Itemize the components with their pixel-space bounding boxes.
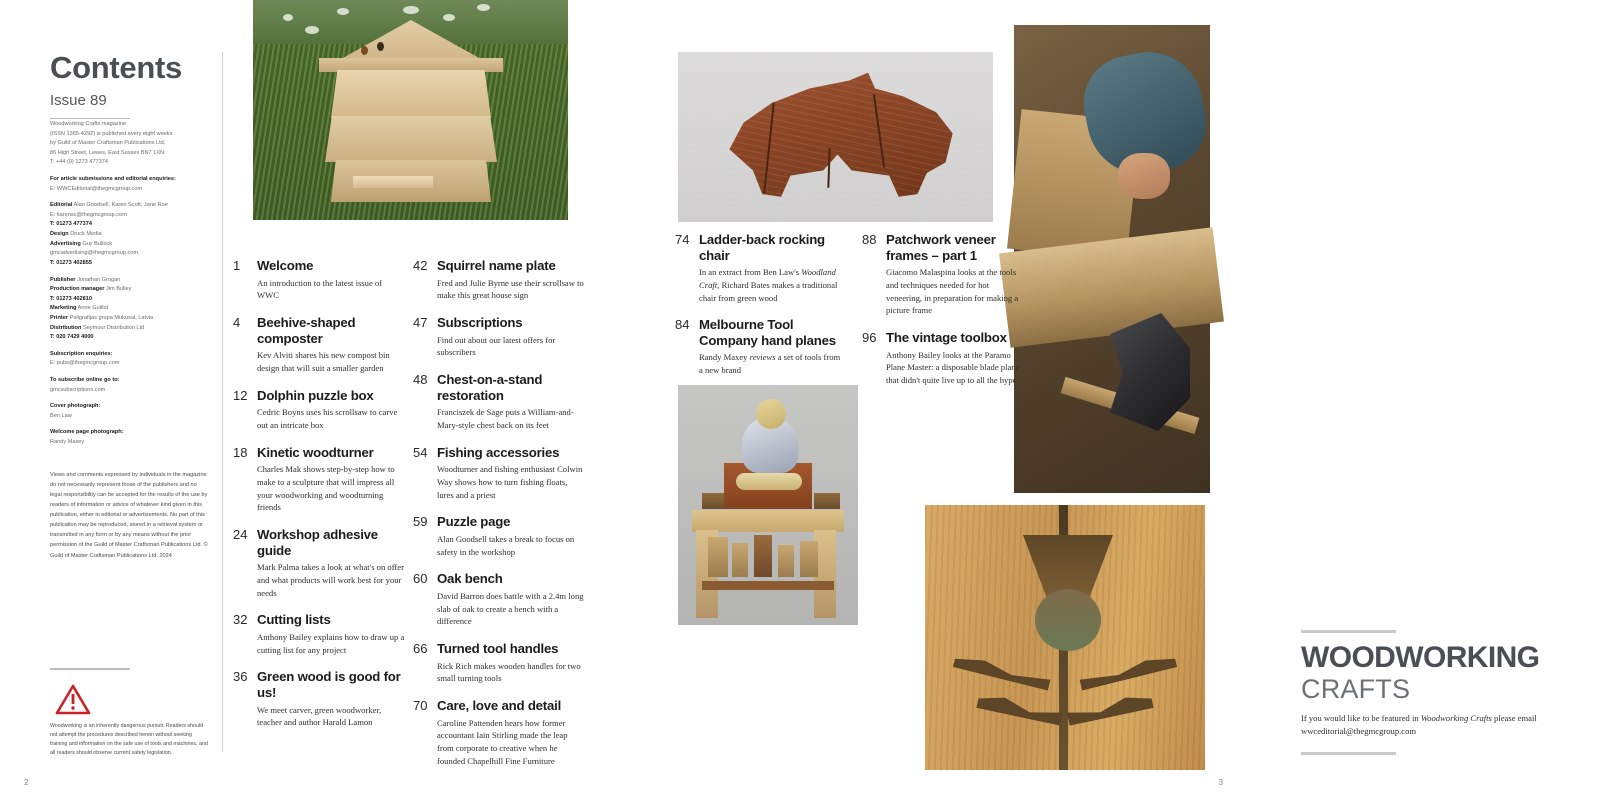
toc-entry-title: Chest-on-a-stand restoration	[437, 372, 543, 403]
warning-triangle-icon	[56, 684, 90, 714]
toc-entry-title: Oak bench	[437, 571, 503, 587]
note-italic: Woodworking Crafts	[1420, 713, 1492, 724]
feature-invitation-note	[1301, 712, 1601, 738]
hive-box-2	[325, 116, 497, 162]
hive-landing-board	[353, 176, 433, 188]
toc-entry-body	[257, 315, 405, 375]
toc-entry-page-number: 66	[413, 641, 428, 657]
toc-entry[interactable]	[233, 669, 405, 729]
page-title: Contents	[50, 50, 182, 85]
toc-entry-page-number: 36	[233, 669, 248, 685]
toc-entry-title: The vintage toolbox	[886, 330, 1007, 346]
toc-entry-page-number: 60	[413, 571, 428, 587]
toc-column-4	[862, 232, 1020, 400]
timber-block	[800, 541, 818, 577]
printer-label: Printer	[50, 314, 69, 321]
branding-block	[1301, 630, 1601, 755]
toc-entry-title: Beehive-shaped composter	[257, 315, 356, 346]
toc-entry[interactable]	[233, 388, 405, 432]
toc-entry-body	[257, 258, 405, 302]
toc-column-3	[675, 232, 843, 390]
timber-block	[732, 543, 748, 577]
legal-disclaimer: Views and comments expressed by individuals in the magazine do not necessarily represent those of the publishers and no legal responsibility can be accepted for the results of the use by readers of information or advice of whatever kind given in this publication, either in editorial or advertisements. No part of this publication may be reproduced, stored in a retrieval system or transmitted in any form or by any means without the prior permission of the Guild of Master Craftsman Publications Ltd. © Guild of Master Craftsman Publications Ltd. 2024	[50, 472, 208, 559]
desc-italic: reviews	[749, 352, 776, 363]
toc-entry[interactable]	[675, 317, 843, 377]
wood-grain-overlay	[678, 52, 993, 222]
hive-box-1	[331, 70, 491, 118]
imprint-line: by Guild of Master Craftsman Publications Ltd,	[50, 140, 166, 147]
toc-entry[interactable]	[413, 698, 585, 767]
design-value: Druck Media	[70, 231, 102, 238]
toc-entry[interactable]	[413, 372, 585, 432]
advertising-label: Advertising	[50, 240, 81, 247]
kinetic-woodturner-photo	[678, 385, 858, 625]
submissions-heading: For article submissions and editorial enquiries:	[50, 176, 176, 183]
toc-entry-body	[437, 372, 585, 432]
warning-divider	[50, 668, 130, 670]
toc-entry-description	[699, 351, 843, 376]
toc-entry-page-number: 54	[413, 444, 428, 460]
desc-pre: In an extract from Ben Law's	[699, 267, 802, 278]
toc-entry-body	[257, 445, 405, 514]
toc-entry[interactable]	[413, 445, 585, 502]
subscribe-url[interactable]: gmcsubscriptions.com	[50, 386, 106, 393]
distribution-tel: T: 020 7429 4000	[50, 334, 94, 341]
hive-hole	[377, 42, 384, 51]
editorial-label: Editorial	[50, 202, 73, 209]
toc-entry-description: Fred and Julie Byrne use their scrollsaw to make this great house sign	[437, 277, 584, 301]
toc-entry-page-number: 42	[413, 258, 428, 273]
advertising-value: Guy Bullock	[82, 240, 113, 247]
leaf-barb-left	[953, 653, 1051, 690]
production-tel: T: 01273 402810	[50, 295, 92, 302]
toc-entry-body	[437, 514, 585, 558]
toc-entry-title: Green wood is good for us!	[257, 669, 401, 700]
toc-entry-page-number: 12	[233, 387, 248, 403]
toc-column-2	[413, 258, 585, 781]
editorial-email: E: karensc@thegmcgroup.com	[50, 211, 127, 218]
toc-entry-page-number: 88	[862, 232, 877, 247]
toc-entry-title: Subscriptions	[437, 315, 523, 331]
branding-rule-top	[1301, 630, 1396, 633]
toc-entry-description: An introduction to the latest issue of WWC	[257, 277, 383, 301]
brand-name-line2: CRAFTS	[1301, 674, 1411, 704]
advertising-tel: T: 01273 402855	[50, 259, 92, 266]
production-value: Jim Bulley	[105, 286, 132, 293]
toc-entry-description: Franciszek de Sage puts a William-and-Mary-style chest back on its feet	[437, 407, 574, 430]
toc-entry-page-number: 48	[413, 372, 428, 388]
submissions-email: E: WWCEditorial@thegmcgroup.com	[50, 185, 143, 192]
toc-entry-page-number: 4	[233, 315, 241, 331]
toc-entry[interactable]	[233, 315, 405, 375]
timber-block-top	[702, 493, 724, 509]
toc-entry-body	[699, 317, 843, 377]
printer-value: Poligrafijas grupa Mukusal, Latvia	[69, 314, 154, 321]
photo-flower	[443, 14, 455, 21]
toc-entry-page-number: 47	[413, 315, 428, 331]
toc-entry-description: Cedric Boyns uses his scrollsaw to carve out an intricate box	[257, 407, 398, 430]
toc-entry-description: Caroline Pattenden hears how former accountant Iain Stirling made the leap from corporate to creative when he founded Chapelhill Fine Furniture	[437, 717, 568, 766]
production-label: Production manager	[50, 286, 105, 293]
toc-entry[interactable]	[413, 315, 585, 359]
timber-block	[778, 545, 794, 577]
toc-entry-body	[437, 641, 585, 685]
toc-entry-description: Kev Alviti shares his new compost bin design that will suit a smaller garden	[257, 350, 390, 373]
toc-entry-title: Patchwork veneer frames – part 1	[886, 232, 996, 263]
toc-entry-title: Kinetic woodturner	[257, 444, 374, 460]
distribution-label: Distribution	[50, 324, 82, 331]
toc-entry-body	[257, 669, 405, 729]
welcome-photo-value: Randy Maxey	[50, 439, 85, 446]
toc-entry[interactable]	[413, 514, 585, 558]
toc-entry-page-number: 32	[233, 612, 248, 628]
toc-entry-description: Find out about our latest offers for subscribers	[437, 334, 556, 358]
toc-entry[interactable]	[862, 330, 1020, 387]
toc-entry[interactable]	[675, 232, 843, 304]
carved-circle	[1035, 589, 1101, 651]
editorial-tel: T: 01273 477374	[50, 221, 92, 228]
toc-entry-title: Welcome	[257, 258, 314, 273]
toc-entry-title: Ladder-back rocking chair	[699, 232, 825, 263]
toc-entry-description	[699, 266, 843, 304]
design-label: Design	[50, 231, 69, 238]
toc-entry-page-number: 59	[413, 514, 428, 530]
dolphin-puzzle-box-photo	[678, 52, 993, 222]
toc-entry-title: Melbourne Tool Company hand planes	[699, 317, 836, 348]
toc-entry-title: Dolphin puzzle box	[257, 387, 374, 403]
toc-entry-description: Mark Palma takes a look at what's on offer and what products will work best for your needs	[257, 562, 404, 598]
oak-leaf-carving-photo	[925, 505, 1205, 770]
toc-entry-description: Charles Mak shows step-by-step how to make to a sculpture that will impress all your woodworking and woodturning friends	[257, 464, 395, 513]
timber-block	[754, 535, 772, 577]
toc-entry-description: Woodturner and fishing enthusiast Colwin Way shows how to turn fishing floats, lures and a priest	[437, 464, 583, 500]
carved-figure-head	[756, 399, 786, 429]
toc-entry-page-number: 74	[675, 232, 690, 247]
toc-entry-description: Rick Rich makes wooden handles for two small turning tools	[437, 660, 581, 684]
subscription-email: E: pubs@thegmcgroup.com	[50, 360, 120, 367]
photo-flower	[403, 6, 419, 14]
toc-entry-description: David Barron does battle with a 2.4m long slab of oak to create a bench with a difference	[437, 590, 584, 627]
toc-entry[interactable]	[413, 571, 585, 628]
publisher-value: Jonathan Grogan	[77, 276, 121, 283]
toc-entry[interactable]	[233, 445, 405, 514]
welcome-photo-heading: Welcome page photograph:	[50, 429, 124, 436]
toc-entry-title: Squirrel name plate	[437, 258, 556, 273]
editorial-names: Alan Goodsell, Karen Scott, Jane Roe	[73, 202, 168, 209]
toc-entry-title: Cutting lists	[257, 612, 331, 628]
imprint-line: 86 High Street, Lewes, East Sussex BN7 1XN	[50, 149, 165, 156]
toc-entry-page-number: 70	[413, 698, 428, 714]
workbench-top	[692, 510, 844, 532]
subscribe-heading: To subscribe online go to:	[50, 377, 120, 384]
leaf-barb-right	[1079, 653, 1177, 690]
subscription-heading: Subscription enquiries:	[50, 350, 113, 357]
toc-entry-body	[437, 315, 585, 359]
toc-entry-body	[437, 445, 585, 502]
toc-entry[interactable]	[233, 612, 405, 656]
toc-entry-page-number: 1	[233, 258, 241, 273]
toc-entry-page-number: 84	[675, 317, 690, 333]
toc-entry-page-number: 18	[233, 444, 248, 460]
hive-knot	[361, 46, 368, 55]
toc-entry[interactable]	[413, 258, 585, 302]
distribution-value: Seymour Distribution Ltd	[82, 324, 145, 331]
toc-entry-body	[257, 388, 405, 432]
warning-text: Woodworking is an inherently dangerous pursuit. Readers should not attempt the procedures described herein without seeking training and information on the safe use of tools and machines, and all readers should observe current safety legislation.	[50, 723, 208, 757]
photo-flower	[337, 8, 349, 15]
note-pre: If you would like to be featured in	[1301, 713, 1421, 724]
toc-entry-description: We meet carver, green woodworker, teacher and author Harald Lamon	[257, 704, 382, 728]
toc-entry-description: Giacomo Malaspina looks at the tools and techniques needed for hot veneering, in preparation for making a picture frame	[886, 267, 1019, 316]
advertising-email: gmcadvertising@thegmcgroup.com	[50, 250, 139, 257]
note-post: please email wwceditorial@thegmcgroup.com	[1301, 713, 1537, 737]
beehive-composter-photo	[253, 0, 568, 220]
page-number-left: 2	[24, 778, 29, 787]
toc-entry-body	[437, 698, 585, 767]
photo-flower	[283, 14, 293, 21]
toc-entry[interactable]	[233, 527, 405, 599]
leaf-barb-right-2	[1066, 692, 1153, 726]
desc-post: , Richard Bates makes a traditional chair from green wood	[699, 279, 838, 303]
toc-entry-title: Workshop adhesive guide	[257, 527, 378, 558]
toc-column-1	[233, 258, 405, 742]
carved-v-notch	[1023, 535, 1113, 597]
cover-photo-value: Ben Law	[50, 412, 72, 419]
toc-entry-body	[257, 612, 405, 656]
toc-entry-page-number: 24	[233, 527, 248, 543]
toc-entry[interactable]	[862, 232, 1020, 317]
page-number-right: 3	[1218, 778, 1223, 787]
leaf-barb-left-2	[976, 692, 1063, 726]
hive-roof-edge	[319, 58, 503, 72]
publisher-label: Publisher	[50, 276, 76, 283]
issue-label: Issue 89	[50, 92, 107, 109]
lathe-spindle	[736, 473, 802, 490]
masthead-divider	[50, 118, 130, 119]
imprint-line: (ISSN 1365-4292) is published every eight weeks	[50, 130, 173, 137]
desc-post: a set of tools from a new brand	[699, 352, 841, 376]
brand-name-line1: WOODWORKING	[1301, 641, 1540, 674]
column-divider	[222, 52, 223, 752]
desc-italic: Woodland Craft	[699, 267, 836, 290]
toc-entry-body	[437, 571, 585, 628]
marketing-label: Marketing	[50, 305, 77, 312]
marketing-value: Anne Guillot	[77, 305, 109, 312]
toc-entry-title: Care, love and detail	[437, 698, 562, 714]
toc-entry-body	[437, 258, 585, 302]
desc-pre: Randy Maxey	[699, 352, 750, 363]
toc-entry-page-number: 96	[862, 330, 877, 346]
axe-splitting-wood-photo	[1014, 25, 1210, 493]
toc-entry-description: Alan Goodsell takes a break to focus on safety in the workshop	[437, 533, 575, 557]
timber-block	[708, 537, 728, 577]
toc-entry-body	[699, 232, 843, 304]
toc-entry-description: Anthony Bailey explains how to draw up a cutting list for any project	[257, 631, 405, 655]
left-page	[0, 0, 623, 808]
workbench-shelf	[702, 581, 834, 590]
toc-entry-description: Anthony Bailey looks at the Paramo Plane Master: a disposable blade plane that didn't quite live up to all the hype	[886, 349, 1020, 386]
imprint-line: T: +44 (0) 1273 477374	[50, 159, 109, 166]
imprint-line: Woodworking Crafts magazine	[50, 121, 127, 127]
branding-rule-bottom	[1301, 752, 1396, 755]
toc-entry[interactable]	[233, 258, 405, 302]
toc-entry-body	[886, 330, 1020, 387]
photo-flower	[305, 26, 319, 34]
timber-block-top	[814, 493, 840, 509]
toc-entry[interactable]	[413, 641, 585, 685]
toc-entry-body	[886, 232, 1020, 317]
toc-entry-title: Puzzle page	[437, 514, 511, 530]
imprint-block	[50, 120, 220, 448]
toc-entry-body	[257, 527, 405, 599]
masthead	[50, 52, 215, 119]
person-hand	[1118, 153, 1170, 199]
toc-entry-title: Fishing accessories	[437, 444, 560, 460]
photo-flower	[477, 4, 490, 11]
right-page	[623, 0, 1540, 808]
toc-entry-title: Turned tool handles	[437, 641, 559, 657]
cover-photo-heading: Cover photograph:	[50, 403, 101, 410]
